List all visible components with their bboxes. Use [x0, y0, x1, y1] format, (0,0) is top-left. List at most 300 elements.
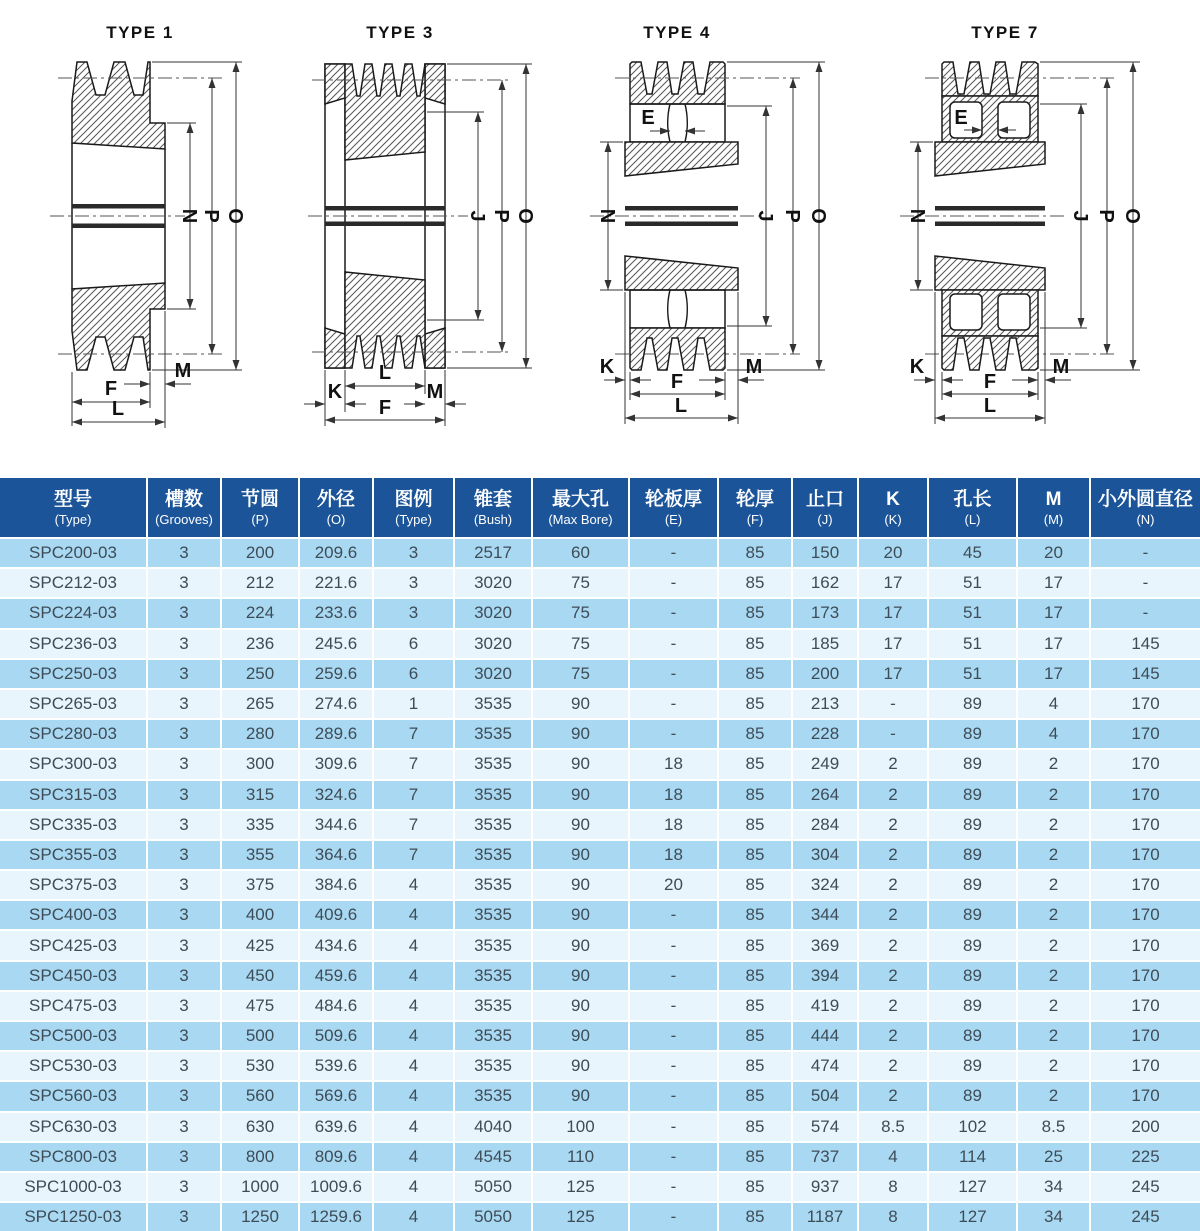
- table-cell: 20: [858, 538, 928, 568]
- table-cell: 265: [221, 689, 299, 719]
- model-cell: SPC250-03: [0, 659, 147, 689]
- table-cell: 364.6: [299, 840, 373, 870]
- table-cell: 3535: [454, 961, 532, 991]
- table-header: [0, 478, 1200, 538]
- header-label-zh: 节圆: [240, 488, 279, 510]
- table-cell: -: [1090, 538, 1200, 568]
- table-row: [0, 810, 1200, 840]
- table-cell: 3: [147, 629, 221, 659]
- table-cell: 4: [373, 1021, 454, 1051]
- table-cell: 7: [373, 719, 454, 749]
- dim-label-l: L: [111, 398, 125, 420]
- table-row: [0, 780, 1200, 810]
- table-cell: 3: [147, 930, 221, 960]
- table-cell: 18: [629, 840, 718, 870]
- table-cell: 3: [147, 749, 221, 779]
- table-cell: 3020: [454, 629, 532, 659]
- table-cell: 110: [532, 1142, 629, 1172]
- table-cell: 444: [792, 1021, 858, 1051]
- table-cell: 2: [858, 900, 928, 930]
- table-cell: 289.6: [299, 719, 373, 749]
- table-cell: 60: [532, 538, 629, 568]
- model-cell: SPC425-03: [0, 930, 147, 960]
- table-cell: 250: [221, 659, 299, 689]
- header-label-en: (Type): [54, 511, 92, 527]
- table-cell: 1259.6: [299, 1202, 373, 1231]
- table-cell: 4: [373, 930, 454, 960]
- table-cell: 4: [373, 870, 454, 900]
- dim-label-l: L: [378, 362, 392, 384]
- table-cell: 75: [532, 568, 629, 598]
- table-cell: 3: [147, 719, 221, 749]
- table-row: [0, 870, 1200, 900]
- table-cell: 2: [1017, 1021, 1090, 1051]
- table-cell: 1187: [792, 1202, 858, 1231]
- table-cell: 185: [792, 629, 858, 659]
- table-cell: 200: [221, 538, 299, 568]
- table-cell: 170: [1090, 780, 1200, 810]
- table-cell: 3: [147, 1172, 221, 1202]
- table-cell: 3: [147, 900, 221, 930]
- table-cell: 17: [858, 568, 928, 598]
- drawing-type1: [0, 0, 290, 465]
- dim-label-f: F: [378, 397, 392, 419]
- drawing-type3: [290, 0, 585, 465]
- table-cell: 2: [858, 780, 928, 810]
- header-label-zh: 轮厚: [735, 488, 774, 510]
- table-cell: 170: [1090, 1051, 1200, 1081]
- dim-label-n: N: [178, 208, 200, 224]
- table-cell: 85: [718, 780, 792, 810]
- table-cell: 4: [373, 900, 454, 930]
- table-cell: 2: [858, 810, 928, 840]
- table-cell: 170: [1090, 810, 1200, 840]
- table-cell: 90: [532, 719, 629, 749]
- table-cell: -: [629, 1081, 718, 1111]
- table-cell: 75: [532, 598, 629, 628]
- dim-label-k: K: [599, 356, 615, 378]
- drawing-title: TYPE 3: [366, 23, 434, 42]
- table-cell: 309.6: [299, 749, 373, 779]
- table-cell: 2: [858, 930, 928, 960]
- table-cell: 2: [1017, 810, 1090, 840]
- table-cell: 85: [718, 689, 792, 719]
- table-cell: 3: [147, 870, 221, 900]
- table-cell: 17: [1017, 598, 1090, 628]
- dim-label-f: F: [670, 371, 684, 393]
- table-row: [0, 1051, 1200, 1081]
- dim-label-p: P: [200, 209, 222, 223]
- table-row: [0, 840, 1200, 870]
- table-cell: 7: [373, 749, 454, 779]
- table-cell: 2: [1017, 1081, 1090, 1111]
- table-row: [0, 719, 1200, 749]
- table-cell: 3: [147, 538, 221, 568]
- table-cell: 344: [792, 900, 858, 930]
- table-cell: -: [858, 719, 928, 749]
- table-cell: 3: [147, 840, 221, 870]
- table-cell: 4: [373, 1051, 454, 1081]
- table-cell: 45: [928, 538, 1017, 568]
- table-cell: 3535: [454, 810, 532, 840]
- table-row: [0, 991, 1200, 1021]
- table-body: [0, 538, 1200, 1231]
- table-cell: 20: [629, 870, 718, 900]
- table-cell: 209.6: [299, 538, 373, 568]
- table-cell: 85: [718, 1172, 792, 1202]
- table-cell: 233.6: [299, 598, 373, 628]
- table-cell: 90: [532, 1051, 629, 1081]
- dim-label-p: P: [490, 209, 512, 223]
- model-cell: SPC212-03: [0, 568, 147, 598]
- dim-label-l: L: [983, 395, 997, 417]
- table-row: [0, 1081, 1200, 1111]
- model-cell: SPC335-03: [0, 810, 147, 840]
- table-cell: -: [629, 930, 718, 960]
- table-cell: 85: [718, 659, 792, 689]
- dim-label-e: E: [641, 107, 655, 129]
- table-cell: 170: [1090, 1021, 1200, 1051]
- model-cell: SPC530-03: [0, 1051, 147, 1081]
- table-cell: 3535: [454, 749, 532, 779]
- table-cell: 3: [147, 780, 221, 810]
- table-cell: 200: [792, 659, 858, 689]
- table-cell: 4: [1017, 689, 1090, 719]
- table-cell: 419: [792, 991, 858, 1021]
- table-cell: 90: [532, 900, 629, 930]
- table-cell: 504: [792, 1081, 858, 1111]
- table-cell: 17: [1017, 568, 1090, 598]
- header-label-en: (J): [817, 511, 833, 527]
- table-cell: 509.6: [299, 1021, 373, 1051]
- table-cell: 8.5: [858, 1112, 928, 1142]
- table-cell: 2: [1017, 930, 1090, 960]
- header-label-en: (L): [964, 511, 981, 527]
- header-label-zh: 型号: [53, 488, 92, 510]
- table-cell: 630: [221, 1112, 299, 1142]
- model-cell: SPC300-03: [0, 749, 147, 779]
- header-label-en: (Type): [395, 511, 432, 527]
- drawing-title: TYPE 4: [643, 23, 711, 42]
- table-cell: 259.6: [299, 659, 373, 689]
- table-cell: 75: [532, 629, 629, 659]
- table-cell: 475: [221, 991, 299, 1021]
- table-cell: 280: [221, 719, 299, 749]
- table-cell: 51: [928, 659, 1017, 689]
- table-cell: 3020: [454, 598, 532, 628]
- table-cell: 85: [718, 1051, 792, 1081]
- table-cell: 4: [373, 1142, 454, 1172]
- table-cell: 3: [147, 598, 221, 628]
- table-cell: 335: [221, 810, 299, 840]
- table-cell: 8: [858, 1202, 928, 1231]
- header-label-en: (Max Bore): [548, 511, 613, 527]
- table-cell: 125: [532, 1172, 629, 1202]
- header-label-en: (Grooves): [155, 511, 213, 527]
- table-cell: -: [629, 1172, 718, 1202]
- table-cell: 18: [629, 749, 718, 779]
- table-cell: 85: [718, 810, 792, 840]
- table-cell: 3: [147, 568, 221, 598]
- table-cell: 85: [718, 1081, 792, 1111]
- dim-label-j: J: [466, 210, 488, 222]
- table-cell: 89: [928, 900, 1017, 930]
- dim-label-m: M: [1052, 356, 1070, 378]
- table-cell: 2: [1017, 1051, 1090, 1081]
- table-cell: 85: [718, 1142, 792, 1172]
- model-cell: SPC475-03: [0, 991, 147, 1021]
- table-cell: 3535: [454, 719, 532, 749]
- table-cell: 170: [1090, 749, 1200, 779]
- header-cell: [858, 478, 928, 538]
- table-cell: 355: [221, 840, 299, 870]
- table-cell: 274.6: [299, 689, 373, 719]
- table-cell: 17: [1017, 629, 1090, 659]
- table-cell: 89: [928, 689, 1017, 719]
- table-cell: 145: [1090, 629, 1200, 659]
- table-cell: 2: [1017, 961, 1090, 991]
- table-row: [0, 1021, 1200, 1051]
- table-cell: 228: [792, 719, 858, 749]
- table-cell: 2: [1017, 900, 1090, 930]
- table-cell: 249: [792, 749, 858, 779]
- table-row: [0, 629, 1200, 659]
- table-cell: 170: [1090, 900, 1200, 930]
- table-cell: -: [1090, 598, 1200, 628]
- model-cell: SPC630-03: [0, 1112, 147, 1142]
- table-cell: 85: [718, 870, 792, 900]
- header-cell: [928, 478, 1017, 538]
- table-cell: -: [629, 900, 718, 930]
- table-row: [0, 1112, 1200, 1142]
- table-cell: 170: [1090, 930, 1200, 960]
- table-cell: 5050: [454, 1172, 532, 1202]
- table-cell: 2517: [454, 538, 532, 568]
- table-cell: 3: [147, 961, 221, 991]
- table-cell: 574: [792, 1112, 858, 1142]
- table-cell: -: [629, 961, 718, 991]
- table-cell: 800: [221, 1142, 299, 1172]
- table-cell: 1009.6: [299, 1172, 373, 1202]
- table-cell: 474: [792, 1051, 858, 1081]
- header-label-en: (N): [1136, 511, 1155, 527]
- table-cell: 639.6: [299, 1112, 373, 1142]
- table-cell: 20: [1017, 538, 1090, 568]
- spec-table: [0, 478, 1200, 1231]
- header-label-zh: 小外圆直径: [1097, 488, 1193, 510]
- table-cell: 2: [1017, 870, 1090, 900]
- table-cell: 4: [373, 961, 454, 991]
- dim-label-p: P: [781, 209, 803, 223]
- table-cell: 3: [147, 991, 221, 1021]
- table-cell: 4: [373, 991, 454, 1021]
- dim-label-m: M: [174, 360, 192, 382]
- header-cell: [792, 478, 858, 538]
- table-cell: 2: [858, 961, 928, 991]
- table-cell: 90: [532, 840, 629, 870]
- table-cell: -: [629, 538, 718, 568]
- table-cell: 51: [928, 568, 1017, 598]
- table-cell: 3: [147, 689, 221, 719]
- table-cell: 324: [792, 870, 858, 900]
- table-row: [0, 930, 1200, 960]
- dim-label-o: O: [807, 208, 829, 224]
- table-cell: 1: [373, 689, 454, 719]
- table-cell: 394: [792, 961, 858, 991]
- header-row: [0, 478, 1200, 538]
- table-cell: 3: [147, 1021, 221, 1051]
- header-label-en: (K): [884, 511, 902, 527]
- table-cell: 4: [1017, 719, 1090, 749]
- table-cell: 127: [928, 1202, 1017, 1231]
- dim-label-j: J: [754, 210, 776, 222]
- table-row: [0, 1142, 1200, 1172]
- table-cell: 7: [373, 810, 454, 840]
- table-cell: 3: [147, 1051, 221, 1081]
- table-cell: 170: [1090, 689, 1200, 719]
- table-row: [0, 538, 1200, 568]
- table-cell: 539.6: [299, 1051, 373, 1081]
- table-row: [0, 1172, 1200, 1202]
- table-cell: 3: [373, 538, 454, 568]
- header-label-en: (P): [251, 511, 269, 527]
- table-cell: 3: [147, 659, 221, 689]
- table-cell: -: [629, 598, 718, 628]
- table-cell: 5050: [454, 1202, 532, 1231]
- table-cell: 89: [928, 1021, 1017, 1051]
- header-label-en: (F): [746, 511, 764, 527]
- table-cell: 245.6: [299, 629, 373, 659]
- table-cell: 2: [1017, 780, 1090, 810]
- table-cell: 85: [718, 900, 792, 930]
- table-cell: 18: [629, 780, 718, 810]
- table-cell: 3: [147, 1202, 221, 1231]
- table-cell: -: [629, 1112, 718, 1142]
- header-cell: [1090, 478, 1200, 538]
- table-cell: 4: [373, 1172, 454, 1202]
- table-cell: 85: [718, 930, 792, 960]
- table-cell: 17: [858, 629, 928, 659]
- table-cell: 89: [928, 930, 1017, 960]
- table-cell: 90: [532, 780, 629, 810]
- dim-label-o: O: [224, 208, 246, 224]
- table-cell: 560: [221, 1081, 299, 1111]
- table-cell: 90: [532, 870, 629, 900]
- table-cell: 90: [532, 930, 629, 960]
- table-cell: 17: [1017, 659, 1090, 689]
- header-cell: [221, 478, 299, 538]
- type1-drawing: [0, 0, 290, 460]
- dim-label-f: F: [983, 371, 997, 393]
- table-cell: 4: [373, 1081, 454, 1111]
- model-cell: SPC1000-03: [0, 1172, 147, 1202]
- table-cell: 145: [1090, 659, 1200, 689]
- dim-label-n: N: [596, 208, 618, 224]
- dim-label-o: O: [514, 208, 536, 224]
- header-cell: [147, 478, 221, 538]
- table-cell: 3535: [454, 991, 532, 1021]
- table-cell: 4: [373, 1112, 454, 1142]
- table-cell: -: [629, 1142, 718, 1172]
- table-cell: -: [629, 629, 718, 659]
- table-cell: 224: [221, 598, 299, 628]
- table-cell: 3: [373, 568, 454, 598]
- table-cell: 4: [373, 1202, 454, 1231]
- table-cell: 85: [718, 568, 792, 598]
- table-cell: 85: [718, 991, 792, 1021]
- table-cell: 90: [532, 961, 629, 991]
- model-cell: SPC560-03: [0, 1081, 147, 1111]
- table-cell: 484.6: [299, 991, 373, 1021]
- table-cell: 1000: [221, 1172, 299, 1202]
- table-cell: 3: [147, 1142, 221, 1172]
- table-cell: 90: [532, 1021, 629, 1051]
- table-cell: 89: [928, 780, 1017, 810]
- table-cell: 2: [858, 1021, 928, 1051]
- table-cell: 344.6: [299, 810, 373, 840]
- table-cell: 85: [718, 719, 792, 749]
- type3-drawing: [290, 0, 585, 460]
- header-label-zh: 止口: [805, 488, 844, 510]
- table-cell: 304: [792, 840, 858, 870]
- type7-drawing: [880, 0, 1200, 460]
- model-cell: SPC500-03: [0, 1021, 147, 1051]
- table-cell: 3535: [454, 1081, 532, 1111]
- header-label-en: (M): [1043, 511, 1064, 527]
- table-cell: 2: [858, 1051, 928, 1081]
- model-cell: SPC200-03: [0, 538, 147, 568]
- dim-label-o: O: [1121, 208, 1143, 224]
- table-cell: 51: [928, 598, 1017, 628]
- table-cell: -: [858, 689, 928, 719]
- table-cell: 459.6: [299, 961, 373, 991]
- table-cell: 2: [858, 870, 928, 900]
- header-label-zh: 图例: [394, 488, 433, 510]
- table-cell: 425: [221, 930, 299, 960]
- header-label-zh: 锥套: [473, 488, 512, 510]
- table-cell: 3535: [454, 1051, 532, 1081]
- table-cell: 809.6: [299, 1142, 373, 1172]
- table-cell: 170: [1090, 1081, 1200, 1111]
- table-cell: 530: [221, 1051, 299, 1081]
- table-cell: 90: [532, 689, 629, 719]
- table-cell: 75: [532, 659, 629, 689]
- table-cell: 2: [858, 1081, 928, 1111]
- table-cell: 89: [928, 870, 1017, 900]
- drawing-title: TYPE 1: [106, 23, 174, 42]
- table-cell: 170: [1090, 870, 1200, 900]
- model-cell: SPC800-03: [0, 1142, 147, 1172]
- table-cell: 375: [221, 870, 299, 900]
- table-cell: 213: [792, 689, 858, 719]
- table-cell: 937: [792, 1172, 858, 1202]
- table-cell: 90: [532, 749, 629, 779]
- table-cell: 225: [1090, 1142, 1200, 1172]
- header-label-zh: 最大孔: [551, 488, 609, 510]
- table-cell: -: [629, 719, 718, 749]
- table-cell: 89: [928, 840, 1017, 870]
- header-cell: [629, 478, 718, 538]
- dim-label-l: L: [674, 395, 688, 417]
- table-cell: 18: [629, 810, 718, 840]
- table-cell: 170: [1090, 961, 1200, 991]
- technical-drawings: [0, 0, 1200, 478]
- table-cell: 2: [858, 749, 928, 779]
- header-cell: [1017, 478, 1090, 538]
- table-cell: 85: [718, 1202, 792, 1231]
- table-cell: -: [629, 568, 718, 598]
- table-cell: 90: [532, 991, 629, 1021]
